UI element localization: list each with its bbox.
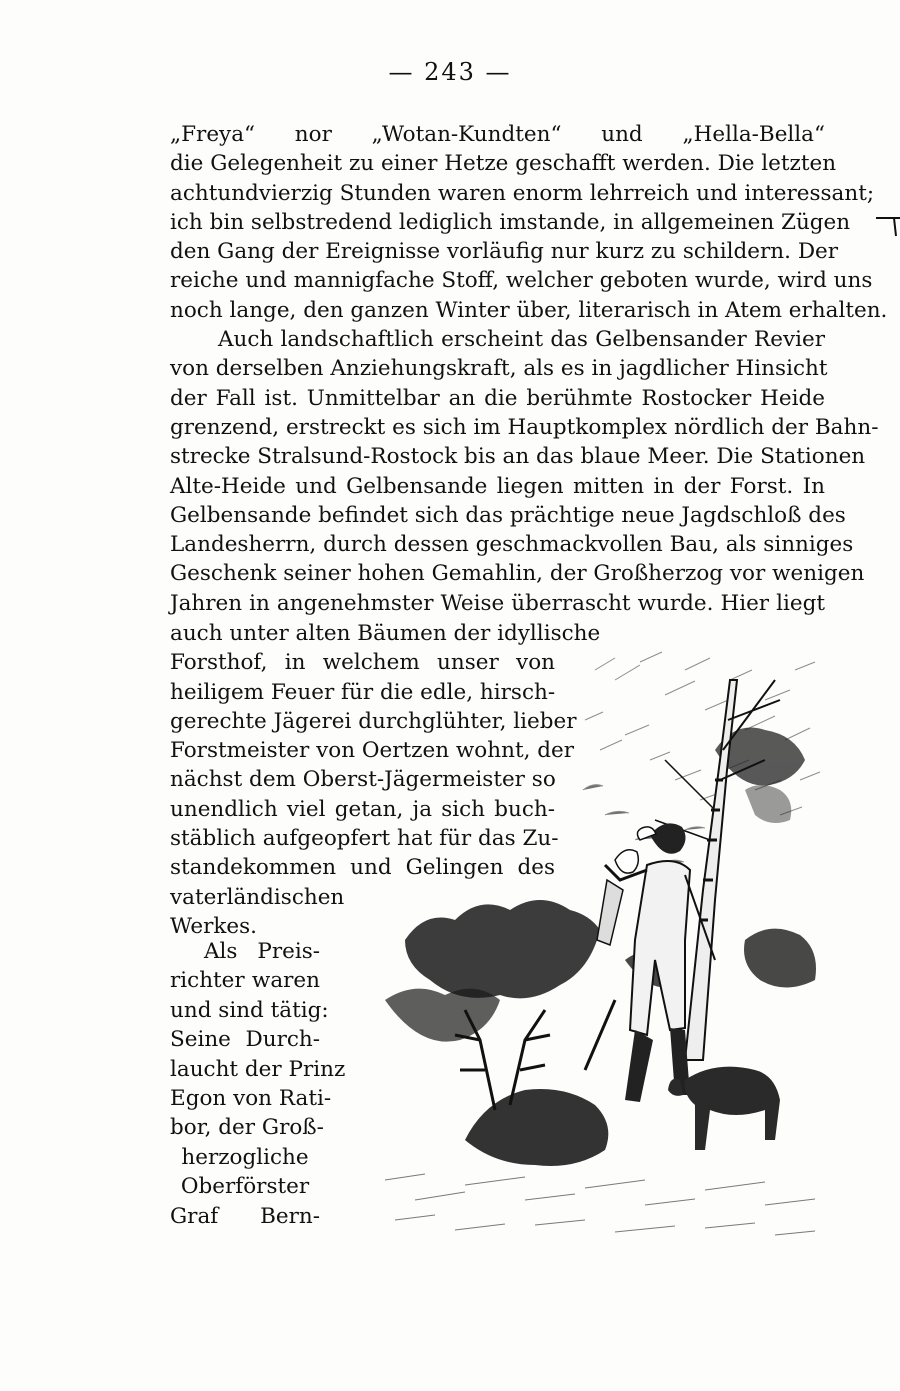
text-line: richter waren	[170, 968, 320, 994]
text-line: achtundvierzig Stunden waren enorm lehrreich und interessant;	[170, 180, 875, 206]
text-line: heiligem Feuer für die edle, hirsch-	[170, 679, 556, 705]
text-line: herzogliche	[181, 1144, 309, 1170]
text-line: „Freya“ nor „Wotan-Kundten“ und „Hella-Bella“	[170, 122, 825, 147]
text-line: die Gelegenheit zu einer Hetze geschafft werden. Die letzten	[170, 151, 837, 177]
text-line: Landesherrn, durch dessen geschmackvollen Bau, als sinniges	[170, 532, 854, 558]
text-line: Forsthof, in welchem unser von	[170, 650, 555, 676]
text-line: Geschenk seiner hohen Gemahlin, der Großherzog vor wenigen	[170, 561, 865, 587]
text-line: Forstmeister von Oertzen wohnt, der	[170, 738, 575, 764]
text-line: ich bin selbstredend lediglich imstande, in allgemeinen Zügen	[170, 209, 851, 235]
text-line: Oberförster	[180, 1174, 310, 1200]
stag-figure	[455, 1010, 608, 1166]
hunting-scene-illustration	[385, 640, 830, 1240]
text-line: unendlich viel getan, ja sich buch-	[170, 796, 555, 822]
page-number: — 243 —	[388, 58, 512, 86]
text-line: vaterländischen	[170, 884, 345, 910]
companion-figure	[597, 850, 638, 945]
text-line: Egon von Rati-	[170, 1085, 332, 1111]
text-line: grenzend, erstreckt es sich im Hauptkomplex nördlich der Bahn-	[170, 414, 879, 440]
text-line: gerechte Jägerei durchglühter, lieber	[170, 708, 577, 734]
text-line: stäblich aufgeopfert hat für das Zu-	[170, 826, 559, 852]
text-line: bor, der Groß-	[170, 1115, 324, 1141]
text-line: der Fall ist. Unmittelbar an die berühmte Rostocker Heide	[170, 385, 825, 411]
text-line: Alte-Heide und Gelbensande liegen mitten in der Forst. In	[170, 473, 825, 499]
text-line: laucht der Prinz	[170, 1056, 346, 1082]
paragraph-full-width	[170, 120, 888, 618]
text-line: Seine Durch-	[170, 1027, 320, 1053]
text-line: reiche und mannigfache Stoff, welcher geboten wurde, wird uns	[170, 268, 873, 294]
ground-hatching	[385, 1174, 815, 1235]
paragraph-narrow-column	[170, 937, 346, 1231]
text-line: Graf Bern-	[170, 1203, 320, 1229]
text-line: Auch landschaftlich erscheint das Gelbensander Revier	[218, 327, 825, 353]
text-line: standekommen und Gelingen des	[170, 855, 555, 881]
text-line: nächst dem Oberst-Jägermeister so	[170, 767, 556, 793]
text-line: und sind tätig:	[170, 997, 329, 1023]
text-line: noch lange, den ganzen Winter über, literarisch in Atem erhalten.	[170, 297, 888, 323]
text-line: Gelbensande befindet sich das prächtige neue Jagdschloß des	[170, 502, 846, 528]
text-line: von derselben Anziehungskraft, als es in jagdlicher Hinsicht	[170, 356, 828, 382]
text-line: auch unter alten Bäumen der idyllische	[170, 621, 601, 646]
margin-mark-icon	[872, 210, 900, 240]
text-line: Als Preis-	[204, 939, 320, 964]
text-line: den Gang der Ereignisse vorläufig nur kurz zu schildern. Der	[170, 239, 839, 265]
text-line: Werkes.	[170, 913, 257, 939]
text-line: strecke Stralsund-Rostock bis an das blaue Meer. Die Stationen	[170, 444, 866, 470]
text-line: Jahren in angenehmster Weise überrascht wurde. Hier liegt	[170, 590, 825, 616]
